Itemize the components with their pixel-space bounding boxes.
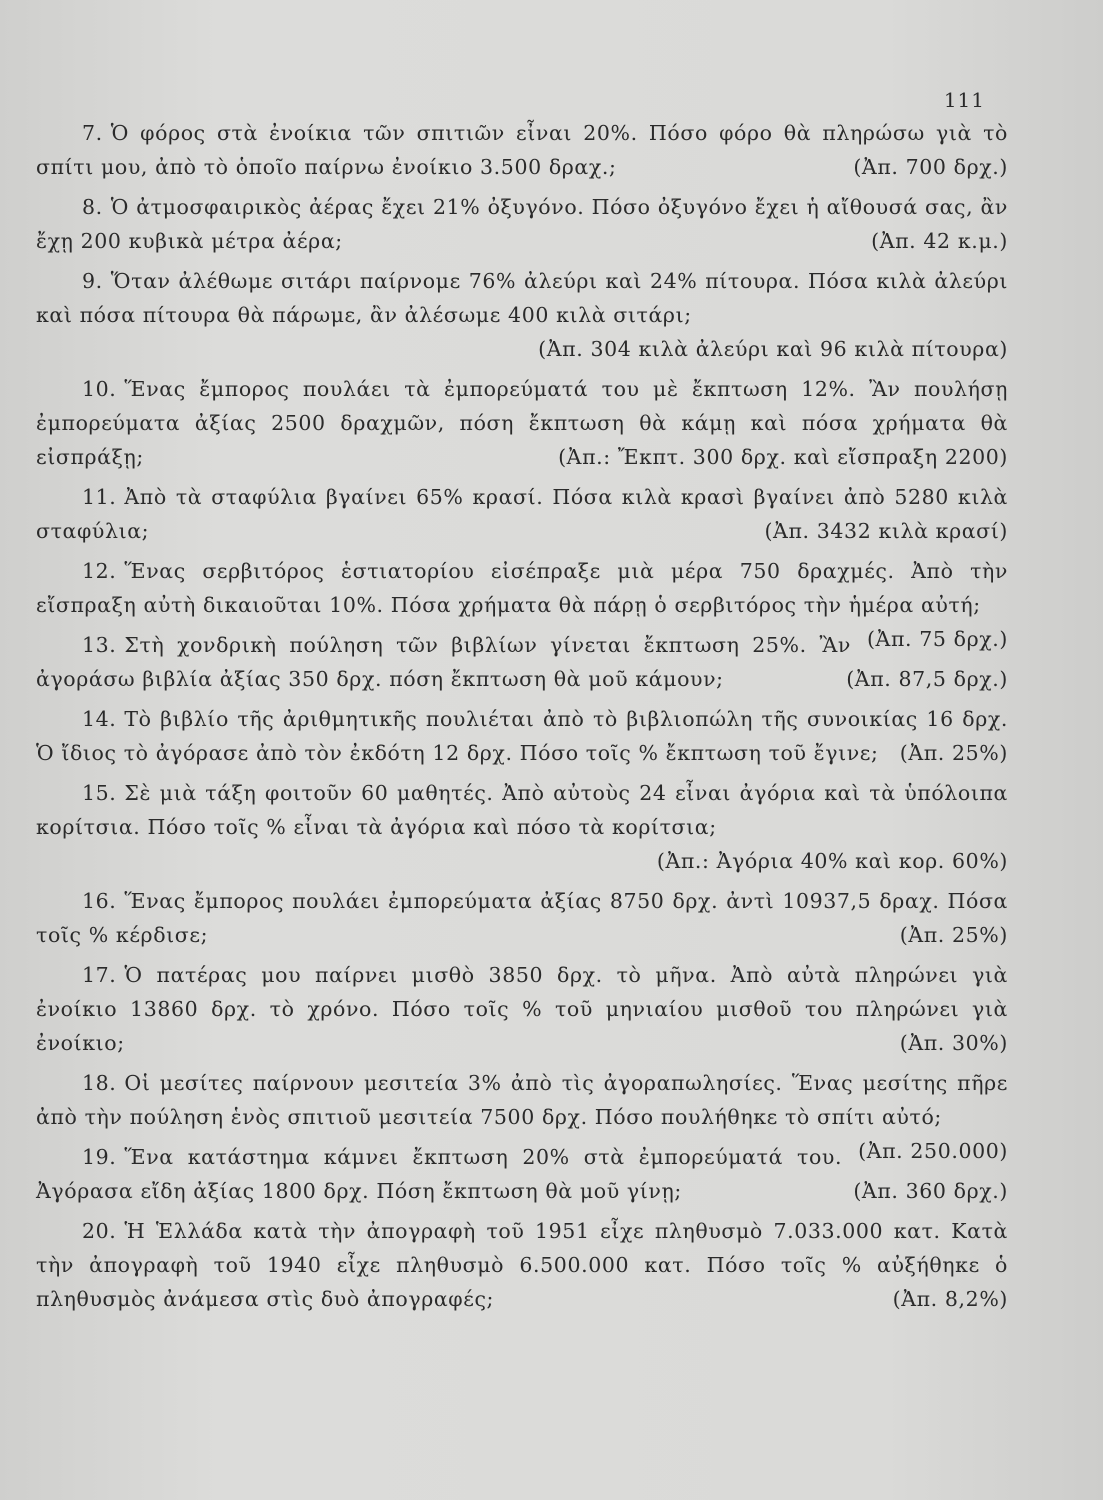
problem-number: 8. [82, 195, 103, 219]
problem-answer: (Ἀπ. 75 δρχ.) [866, 627, 1008, 651]
problem-answer: (Ἀπ. 87,5 δρχ.) [846, 667, 1008, 691]
problem-number: 12. [82, 559, 117, 583]
problem-answer: (Ἀπ. 30%) [899, 1031, 1008, 1055]
problem-number: 14. [82, 707, 117, 731]
problem-number: 9. [82, 269, 103, 293]
problem-text: Ὅταν ἀλέθωμε σιτάρι παίρνομε 76% ἀλεύρι καὶ 24% πίτουρα. Πόσα κιλὰ ἀλεύρι καὶ πόσα πίτουρα θὰ πάρωμε, ἂν ἀλέσωμε 400 κιλὰ σιτάρι; [36, 269, 1008, 327]
problem-answer: (Ἀπ. 360 δρχ.) [853, 1179, 1008, 1203]
problem-text: Ἕνα κατάστημα κάμνει ἔκπτωση 20% στὰ ἐμπορεύματά του. Ἀγόρασα εἴδη ἀξίας 1800 δρχ. Πόση ἔκπτωση θὰ μοῦ γίνῃ; [36, 1145, 843, 1203]
problem-number: 18. [82, 1071, 117, 1095]
problem-answer: (Ἀπ.: Ἀγόρια 40% καὶ κορ. 60%) [656, 849, 1008, 873]
problem-text: Τὸ βιβλίο τῆς ἀριθμητικῆς πουλιέται ἀπὸ τὸ βιβλιοπώλη τῆς συνοικίας 16 δρχ. Ὁ ἴδιος τὸ ἀγόρασε ἀπὸ τὸν ἐκδότη 12 δρχ. Πόσο τοῖς % ἔκπτωση τοῦ ἔγινε; [36, 707, 1008, 765]
problem-number: 7. [82, 121, 103, 145]
problem-answer: (Ἀπ. 8,2%) [892, 1287, 1008, 1311]
problem-11 [36, 480, 1008, 548]
problem-answer: (Ἀπ. 304 κιλὰ ἀλεύρι καὶ 96 κιλὰ πίτουρα) [538, 337, 1008, 361]
problem-15 [36, 776, 1008, 878]
problem-number: 19. [82, 1145, 117, 1169]
problem-list [36, 116, 1008, 1322]
problem-8 [36, 190, 1008, 258]
problem-text: Στὴ χονδρικὴ πούληση τῶν βιβλίων γίνεται ἔκπτωση 25%. Ἂν ἀγοράσω βιβλία ἀξίας 350 δρχ. πόση ἔκπτωση θὰ μοῦ κάμουν; [36, 633, 851, 691]
problem-text: Ὁ πατέρας μου παίρνει μισθὸ 3850 δρχ. τὸ μῆνα. Ἀπὸ αὐτὰ πληρώνει γιὰ ἐνοίκιο 13860 δρχ. τὸ χρόνο. Πόσο τοῖς % τοῦ μηνιαίου μισθοῦ του πληρώνει γιὰ ἐνοίκιο; [36, 963, 1008, 1055]
problem-answer: (Ἀπ. 25%) [899, 923, 1008, 947]
problem-answer: (Ἀπ. 250.000) [858, 1139, 1008, 1163]
problem-text: Ἕνας σερβιτόρος ἑστιατορίου εἰσέπραξε μιὰ μέρα 750 δραχμές. Ἀπὸ τὴν εἴσπραξη αὐτὴ δικαιοῦται 10%. Πόσα χρήματα θὰ πάρῃ ὁ σερβιτόρος τὴν ἡμέρα αὐτή; [36, 559, 1008, 617]
problem-9 [36, 264, 1008, 366]
problem-text: Σὲ μιὰ τάξη φοιτοῦν 60 μαθητές. Ἀπὸ αὐτοὺς 24 εἶναι ἀγόρια καὶ τὰ ὑπόλοιπα κορίτσια. Πόσο τοῖς % εἶναι τὰ ἀγόρια καὶ πόσο τὰ κορίτσια; [36, 781, 1008, 839]
problem-text: Ἕνας ἔμπορος πουλάει τὰ ἐμπορεύματά του μὲ ἔκπτωση 12%. Ἂν πουλήσῃ ἐμπορεύματα ἀξίας 2500 δραχμῶν, πόση ἔκπτωση θὰ κάμῃ καὶ πόσα χρήματα θὰ εἰσπράξῃ; [36, 377, 1008, 469]
problem-number: 16. [82, 889, 117, 913]
problem-text: Ἕνας ἔμπορος πουλάει ἐμπορεύματα ἀξίας 8750 δρχ. ἀντὶ 10937,5 δραχ. Πόσα τοῖς % κέρδισε; [36, 889, 1008, 947]
problem-text: Οἱ μεσίτες παίρνουν μεσιτεία 3% ἀπὸ τὶς ἀγοραπωλησίες. Ἕνας μεσίτης πῆρε ἀπὸ τὴν πούληση ἑνὸς σπιτιοῦ μεσιτεία 7500 δρχ. Πόσο πουλήθηκε τὸ σπίτι αὐτό; [36, 1071, 1008, 1129]
problem-number: 11. [82, 485, 117, 509]
problem-number: 20. [82, 1219, 117, 1243]
problem-16 [36, 884, 1008, 952]
problem-text: Ὁ ἀτμοσφαιρικὸς ἀέρας ἔχει 21% ὀξυγόνο. Πόσο ὀξυγόνο ἔχει ἡ αἴθουσά σας, ἂν ἔχῃ 200 κυβικὰ μέτρα ἀέρα; [36, 195, 1008, 253]
problem-number: 17. [82, 963, 117, 987]
problem-text: Ἀπὸ τὰ σταφύλια βγαίνει 65% κρασί. Πόσα κιλὰ κρασὶ βγαίνει ἀπὸ 5280 κιλὰ σταφύλια; [36, 485, 1008, 543]
problem-10 [36, 372, 1008, 474]
problem-number: 10. [82, 377, 117, 401]
problem-13 [36, 628, 1008, 696]
problem-answer: (Ἀπ. 3432 κιλὰ κρασί) [764, 519, 1008, 543]
problem-7 [36, 116, 1008, 184]
problem-number: 13. [82, 633, 117, 657]
problem-number: 15. [82, 781, 117, 805]
problem-answer: (Ἀπ. 42 κ.μ.) [871, 229, 1008, 253]
problem-17 [36, 958, 1008, 1060]
problem-20 [36, 1214, 1008, 1316]
problem-answer: (Ἀπ.: Ἔκπτ. 300 δρχ. καὶ εἴσπραξη 2200) [558, 445, 1008, 469]
problem-text: Ὁ φόρος στὰ ἐνοίκια τῶν σπιτιῶν εἶναι 20%. Πόσο φόρο θὰ πληρώσω γιὰ τὸ σπίτι μου, ἀπὸ τὸ ὁποῖο παίρνω ἐνοίκιο 3.500 δραχ.; [36, 121, 1008, 179]
problem-text: Ἡ Ἑλλάδα κατὰ τὴν ἀπογραφὴ τοῦ 1951 εἶχε πληθυσμὸ 7.033.000 κατ. Κατὰ τὴν ἀπογραφὴ τοῦ 1940 εἶχε πληθυσμὸ 6.500.000 κατ. Πόσο τοῖς % αὐξήθηκε ὁ πληθυσμὸς ἀνάμεσα στὶς δυὸ ἀπογραφές; [36, 1219, 1008, 1311]
problem-14 [36, 702, 1008, 770]
problem-answer: (Ἀπ. 25%) [899, 741, 1008, 765]
page-number: 111 [943, 88, 985, 112]
problem-answer: (Ἀπ. 700 δρχ.) [853, 155, 1008, 179]
